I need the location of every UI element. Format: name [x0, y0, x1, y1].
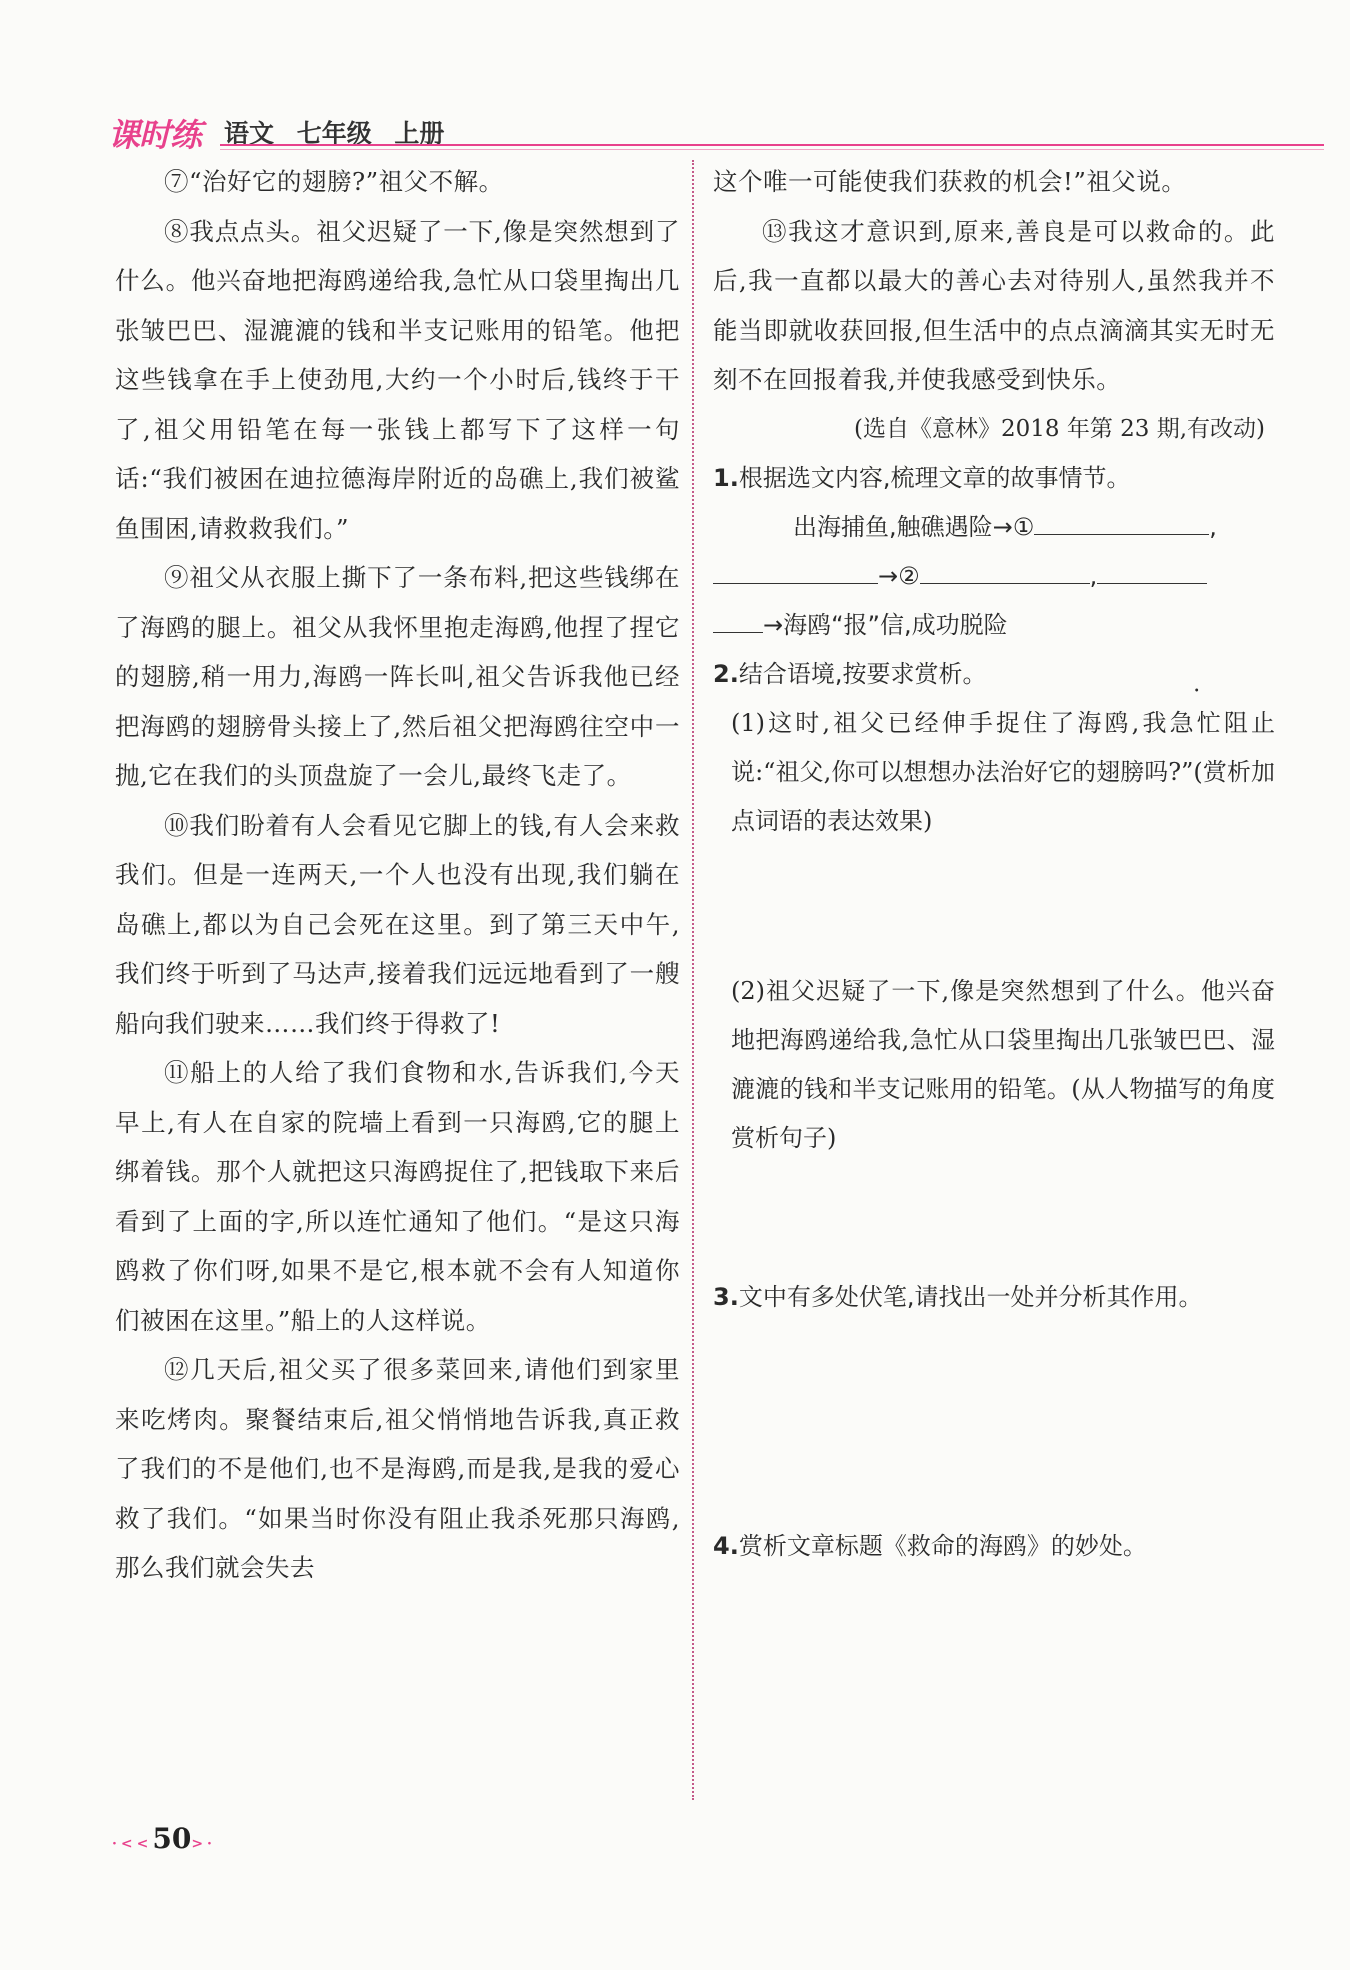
answer-blank-1b[interactable] — [713, 555, 878, 584]
arrow-icon: → — [878, 561, 899, 590]
answer-blank-2b[interactable] — [1097, 555, 1207, 584]
plot-end: 海鸥“报”信,成功脱险 — [783, 610, 1008, 639]
plot-flow-line-3 — [713, 601, 1275, 650]
question-1-text: 根据选文内容,梳理文章的故事情节。 — [738, 463, 1131, 492]
question-2-sub-2: (2)祖父迟疑了一下,像是突然想到了什么。他兴奋地把海鸥递给我,急忙从口袋里掏出几张皱巴巴、湿漉漉的钱和半支记账用的铅笔。(从人物描写的角度赏析句子) — [731, 976, 1275, 1152]
paragraph-12: ⑫几天后,祖父买了很多菜回来,请他们到家里来吃烤肉。聚餐结束后,祖父悄悄地告诉我,真正救了我们的不是他们,也不是海鸥,而是我,是我的爱心救了我们。“如果当时你没有阻止我杀死那只海鸥,那么我们就会失去 — [115, 1355, 680, 1582]
answer-blank-2c[interactable] — [713, 604, 763, 633]
question-4-number: 4. — [713, 1531, 739, 1560]
answer-space-2-2[interactable] — [713, 1163, 1275, 1273]
answer-space-2-1[interactable] — [713, 846, 1275, 967]
decorative-dots-icon: ·<< — [112, 1836, 153, 1852]
plot-flow-line-1: 出海捕鱼,触礁遇险→① , — [713, 503, 1275, 552]
source-citation: (选自《意林》2018 年第 23 期,有改动) — [854, 415, 1265, 442]
paragraph-12-continued: 这个唯一可能使我们获救的机会!”祖父说。 — [713, 167, 1187, 196]
answer-space-4[interactable] — [713, 1571, 1275, 1771]
arrow-icon: → — [992, 512, 1013, 541]
brand-logo: 课时练 — [108, 116, 202, 154]
answer-space-3[interactable] — [713, 1322, 1275, 1522]
paragraph-10: ⑩我们盼着有人会看见它脚上的钱,有人会来救我们。但是一连两天,一个人也没有出现,我们躺在岛礁上,都以为自己会死在这里。到了第三天中午,我们终于听到了马达声,接着我们远远地看到了一艘船向我们驶来……我们终于得救了! — [115, 810, 680, 1038]
blank-marker-2: ② — [898, 561, 920, 590]
emphasized-word: 急忙 — [1169, 708, 1224, 737]
question-3-number: 3. — [713, 1282, 739, 1311]
question-4-text: 赏析文章标题《救命的海鸥》的妙处。 — [738, 1531, 1147, 1560]
page-number-area — [112, 1822, 216, 1855]
sub-1-prefix: (1)这时,祖父已经伸手捉住了海鸥,我 — [731, 708, 1170, 737]
question-2-text: 结合语境,按要求赏析。 — [738, 659, 987, 688]
question-2-sub-1 — [713, 699, 1275, 846]
paragraph-13: ⑬我这才意识到,原来,善良是可以救命的。此后,我一直都以最大的善心去对待别人,虽然我并不能当即就收获回报,但生活中的点点滴滴其实无时无刻不在回报着我,并使我感受到快乐。 — [713, 216, 1275, 394]
page-number: 50 — [152, 1822, 192, 1855]
sub-1-suffix: 阻止说:“祖父,你可以想想办法治好它的翅膀吗?”(赏析加点词语的表达效果) — [731, 708, 1275, 835]
question-1 — [713, 454, 1275, 503]
header-rule-thin — [220, 149, 1324, 150]
plot-flow-line-2: →② , — [713, 552, 1275, 601]
paragraph-9: ⑨祖父从衣服上撕下了一条布料,把这些钱绑在了海鸥的腿上。祖父从我怀里抱走海鸥,他捏了捏它的翅膀,稍一用力,海鸥一阵长叫,祖父告诉我他已经把海鸥的翅膀骨头接上了,然后祖父把海鸥往空中一抛,它在我们的头顶盘旋了一会儿,最终飞走了。 — [115, 563, 680, 790]
decorative-dots-icon: >· — [191, 1836, 216, 1852]
question-2-number: 2. — [713, 659, 739, 688]
book-title: 语文 七年级 上册 — [224, 119, 445, 148]
answer-blank-1[interactable] — [1034, 506, 1209, 535]
paragraph-8: ⑧我点点头。祖父迟疑了一下,像是突然想到了什么。他兴奋地把海鸥递给我,急忙从口袋里掏出几张皱巴巴、湿漉漉的钱和半支记账用的铅笔。他把这些钱拿在手上使劲甩,大约一个小时后,钱终于干了,祖父用铅笔在每一张钱上都写下了这样一句话:“我们被困在迪拉德海岸附近的岛礁上,我们被鲨鱼围困,请救救我们。” — [115, 216, 680, 543]
blank-marker-1: ① — [1012, 512, 1035, 541]
paragraph-11: ⑪船上的人给了我们食物和水,告诉我们,今天早上,有人在自家的院墙上看到一只海鸥,它的腿上绑着钱。那个人就把这只海鸥捉住了,把钱取下来后看到了上面的字,所以连忙通知了他们。“是这只海鸥救了你们呀,如果不是它,根本就不会有人知道你们被困在这里。”船上的人这样说。 — [115, 1058, 680, 1335]
question-4 — [713, 1522, 1275, 1571]
page-header — [108, 110, 1324, 154]
arrow-icon: → — [763, 610, 784, 639]
column-divider — [692, 160, 694, 1800]
question-1-number: 1. — [713, 463, 739, 492]
answer-blank-2[interactable] — [920, 555, 1090, 584]
plot-start: 出海捕鱼,触礁遇险 — [793, 512, 993, 541]
question-2 — [713, 650, 1275, 699]
question-3-text: 文中有多处伏笔,请找出一处并分析其作用。 — [738, 1282, 1203, 1311]
question-3 — [713, 1273, 1275, 1322]
paragraph-7: ⑦“治好它的翅膀?”祖父不解。 — [164, 167, 504, 196]
right-column — [713, 157, 1275, 1771]
left-column — [115, 157, 680, 1593]
header-rule — [220, 144, 1324, 146]
